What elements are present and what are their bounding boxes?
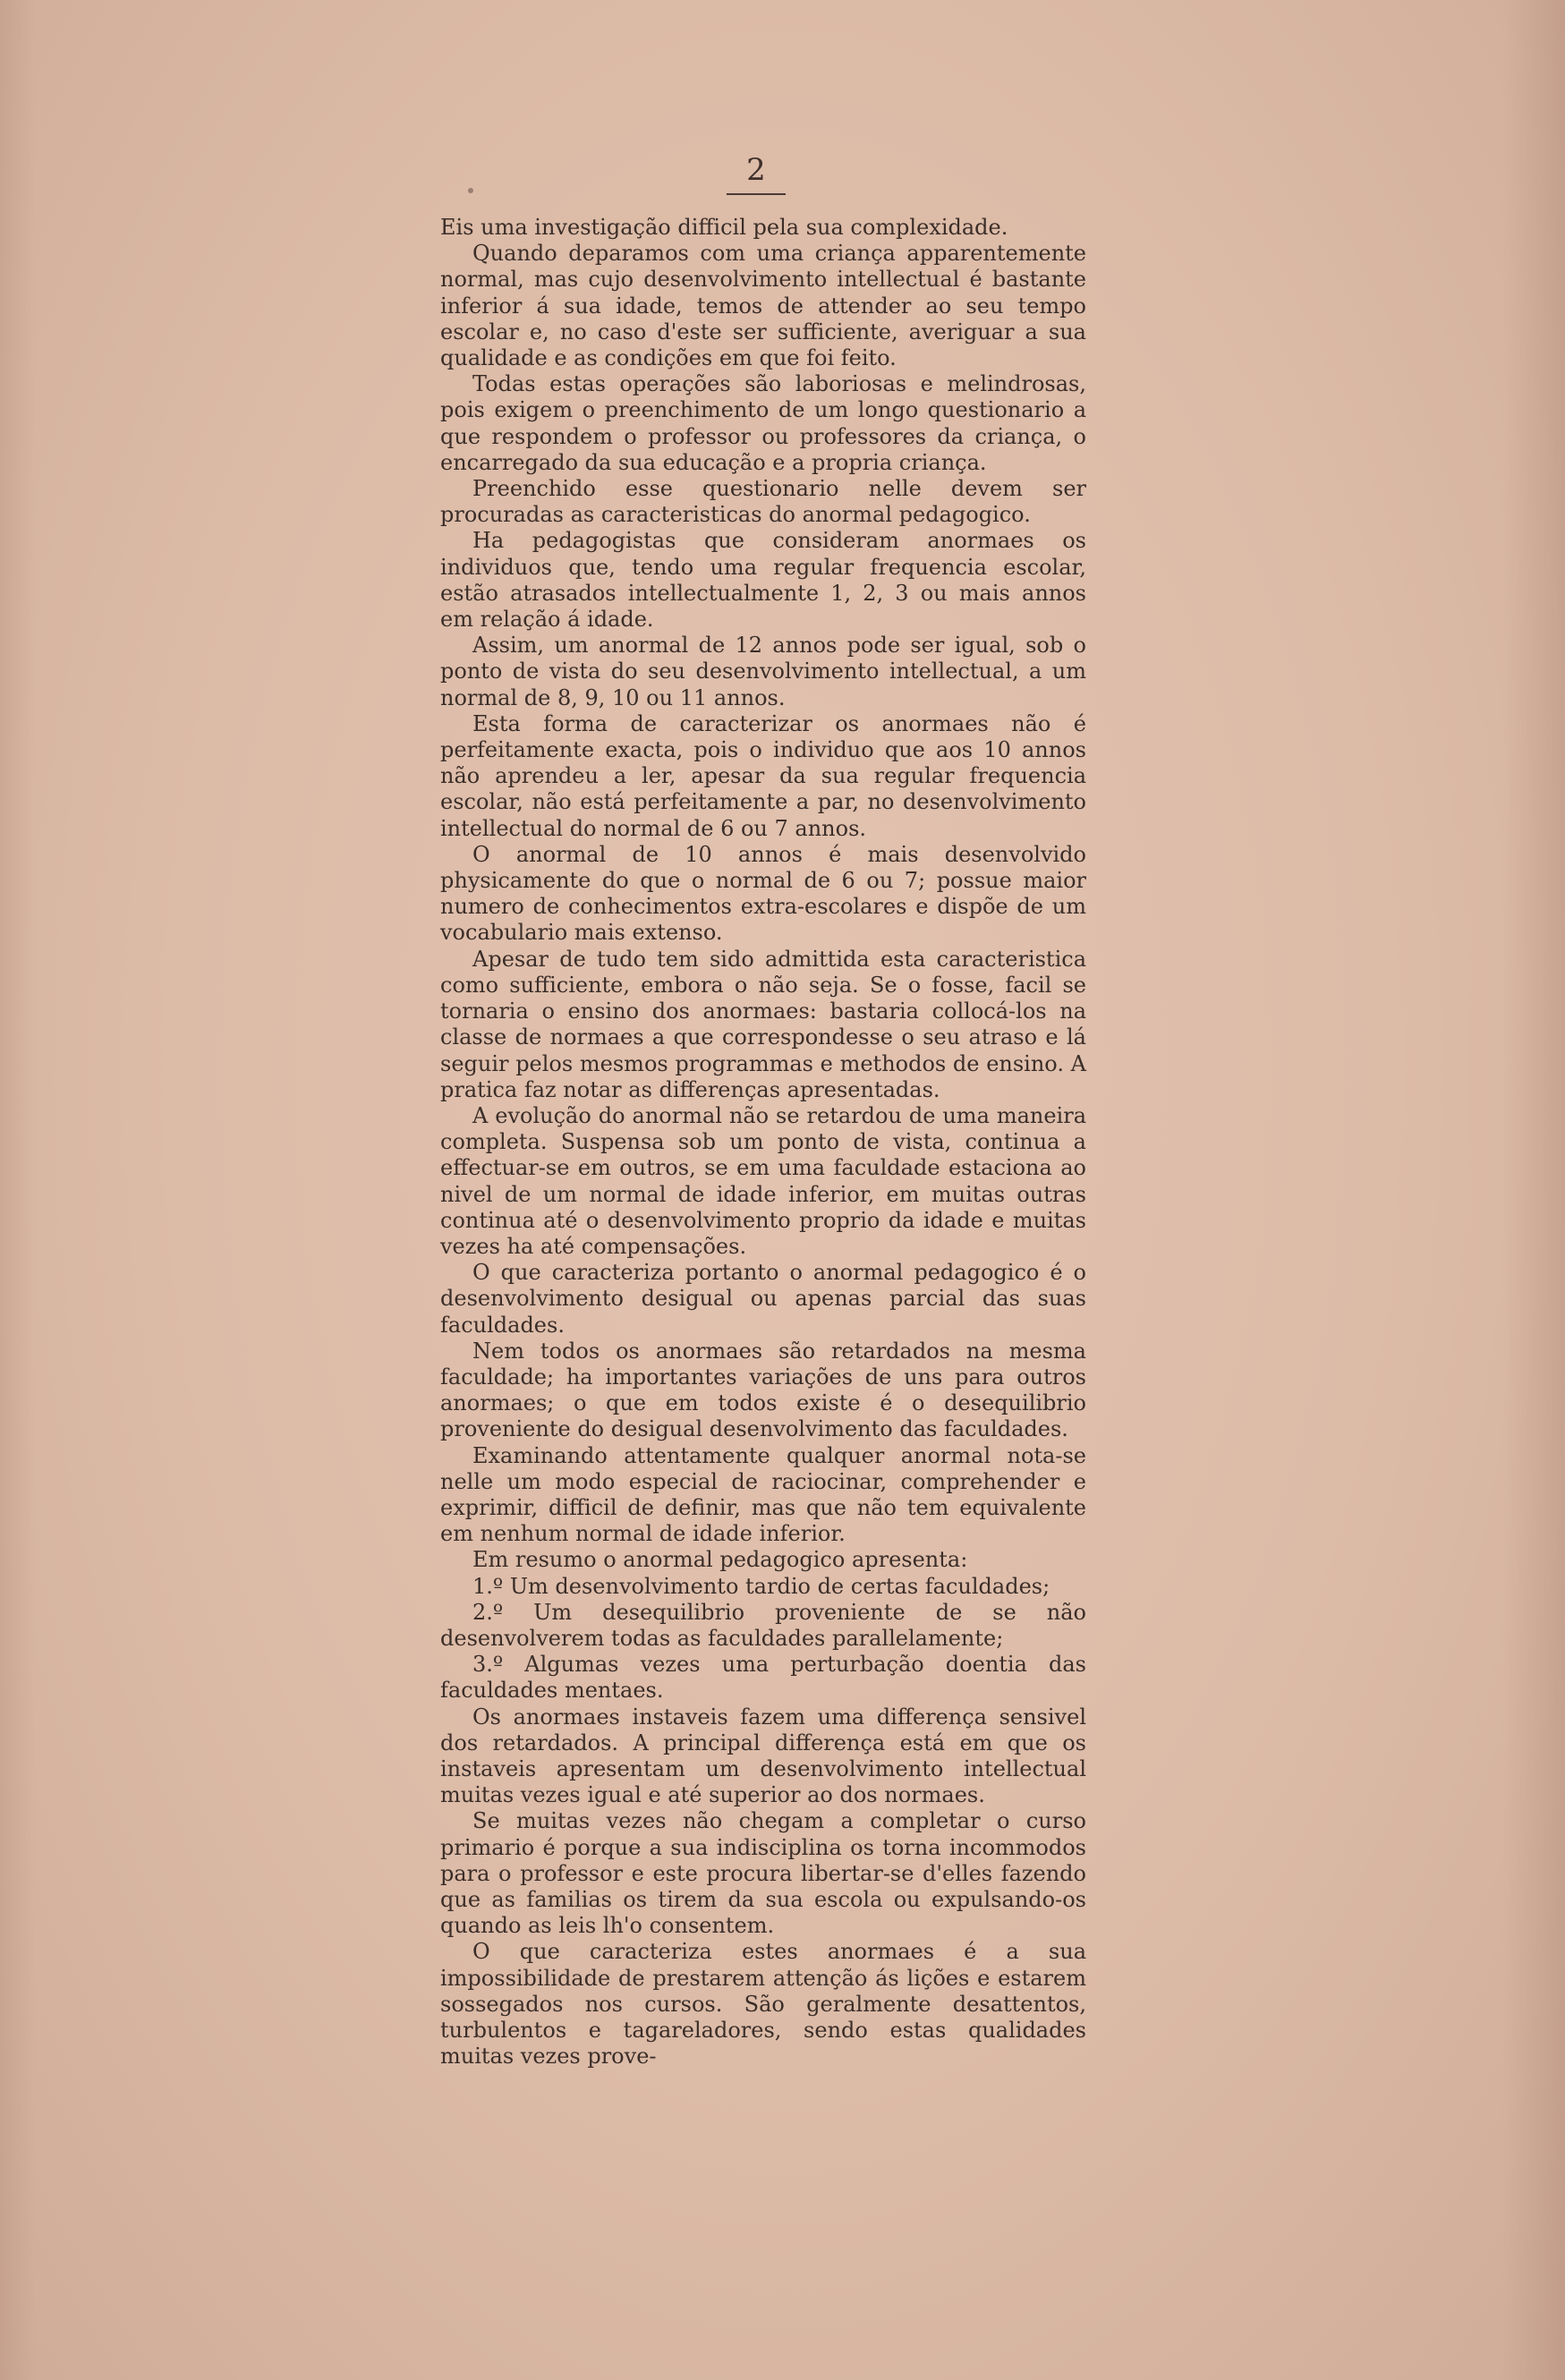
- paragraph: Preenchido esse questionario nelle devem ser procuradas as caracteristicas do anormal pedagogico.: [440, 476, 1086, 528]
- paragraph: Ha pedagogistas que consideram anormaes os individuos que, tendo uma regular frequencia escolar, estão atrasados intellectualmente 1, 2, 3 ou mais annos em relação á idade.: [440, 528, 1086, 633]
- paragraph: Esta forma de caracterizar os anormaes não é perfeitamente exacta, pois o individuo que aos 10 annos não aprendeu a ler, apesar da sua regular frequencia escolar, não está perfeitamente a par, no desenvolvimento intellectual do normal de 6 ou 7 annos.: [440, 710, 1086, 841]
- list-item: 1.º Um desenvolvimento tardio de certas faculdades;: [472, 1573, 1050, 1599]
- paragraph: O que caracteriza portanto o anormal pedagogico é o desenvolvimento desigual ou apenas parcial das suas faculdades.: [440, 1260, 1086, 1338]
- paragraph: Examinando attentamente qualquer anormal nota-se nelle um modo especial de raciocinar, comprehender e exprimir, difficil de definir, mas que não tem equivalente em nenhum normal de idade inferior.: [440, 1442, 1086, 1547]
- paragraph: Assim, um anormal de 12 annos pode ser igual, sob o ponto de vista do seu desenvolvimento intellectual, a um normal de 8, 9, 10 ou 11 annos.: [440, 633, 1086, 710]
- page-edge-shading-left: [0, 0, 36, 2380]
- paragraph: Os anormaes instaveis fazem uma differença sensivel dos retardados. A principal differença está em que os instaveis apresentam um desenvolvimento intellectual muitas vezes igual e até superior ao dos normaes.: [440, 1704, 1086, 1808]
- paragraph: Nem todos os anormaes são retardados na mesma faculdade; ha importantes variações de uns para outros anormaes; o que em todos existe é o desequilibrio proveniente do desigual desenvolvimento das faculdades.: [440, 1338, 1086, 1442]
- paragraph: O que caracteriza estes anormaes é a sua impossibilidade de prestarem attenção ás lições e estarem sossegados nos cursos. São geralmente desattentos, turbulentos e tagareladores, sendo estas qualidades muitas vezes prove-: [440, 1939, 1086, 2070]
- page-edge-shading-right: [1502, 0, 1565, 2380]
- paragraph: Em resumo o anormal pedagogico apresenta:: [472, 1547, 968, 1573]
- paragraph: O anormal de 10 annos é mais desenvolvido physicamente do que o normal de 6 ou 7; possue maior numero de conhecimentos extra-escolares e dispõe de um vocabulario mais extenso.: [440, 841, 1086, 946]
- page-number-rule: [727, 193, 786, 195]
- paragraph: Quando deparamos com uma criança apparentemente normal, mas cujo desenvolvimento intellectual é bastante inferior á sua idade, temos de attender ao seu tempo escolar e, no caso d'este ser sufficiente, averiguar a sua qualidade e as condições em que foi feito.: [440, 241, 1086, 371]
- paragraph: A evolução do anormal não se retardou de uma maneira completa. Suspensa sob um ponto de vista, continua a effectuar-se em outros, se em uma faculdade estaciona ao nivel de um normal de idade inferior, em muitas outras continua até o desenvolvimento proprio da idade e muitas vezes ha até compensações.: [440, 1102, 1086, 1259]
- paragraph: Eis uma investigação difficil pela sua complexidade.: [440, 215, 1008, 240]
- ink-speck: [468, 188, 473, 193]
- paragraph: Todas estas operações são laboriosas e melindrosas, pois exigem o preenchimento de um longo questionario a que respondem o professor ou professores da criança, o encarregado da sua educação e a propria criança.: [440, 371, 1086, 475]
- body-text: [440, 215, 1086, 2070]
- paragraph: Se muitas vezes não chegam a completar o curso primario é porque a sua indisciplina os torna incommodos para o professor e este procura libertar-se d'elles fazendo que as familias os tirem da sua escola ou expulsando-os quando as leis lh'o consentem.: [440, 1808, 1086, 1939]
- list-item: 2.º Um desequilibrio proveniente de se não desenvolverem todas as faculdades parallelamente;: [440, 1599, 1086, 1651]
- paragraph: Apesar de tudo tem sido admittida esta caracteristica como sufficiente, embora o não seja. Se o fosse, facil se tornaria o ensino dos anormaes: bastaria collocá-los na classe de normaes a que correspondesse o seu atraso e lá seguir pelos mesmos programmas e methodos de ensino. A pratica faz notar as differenças apresentadas.: [440, 946, 1086, 1102]
- list-item: 3.º Algumas vezes uma perturbação doentia das faculdades mentaes.: [440, 1652, 1086, 1704]
- page-number: 2: [746, 152, 766, 188]
